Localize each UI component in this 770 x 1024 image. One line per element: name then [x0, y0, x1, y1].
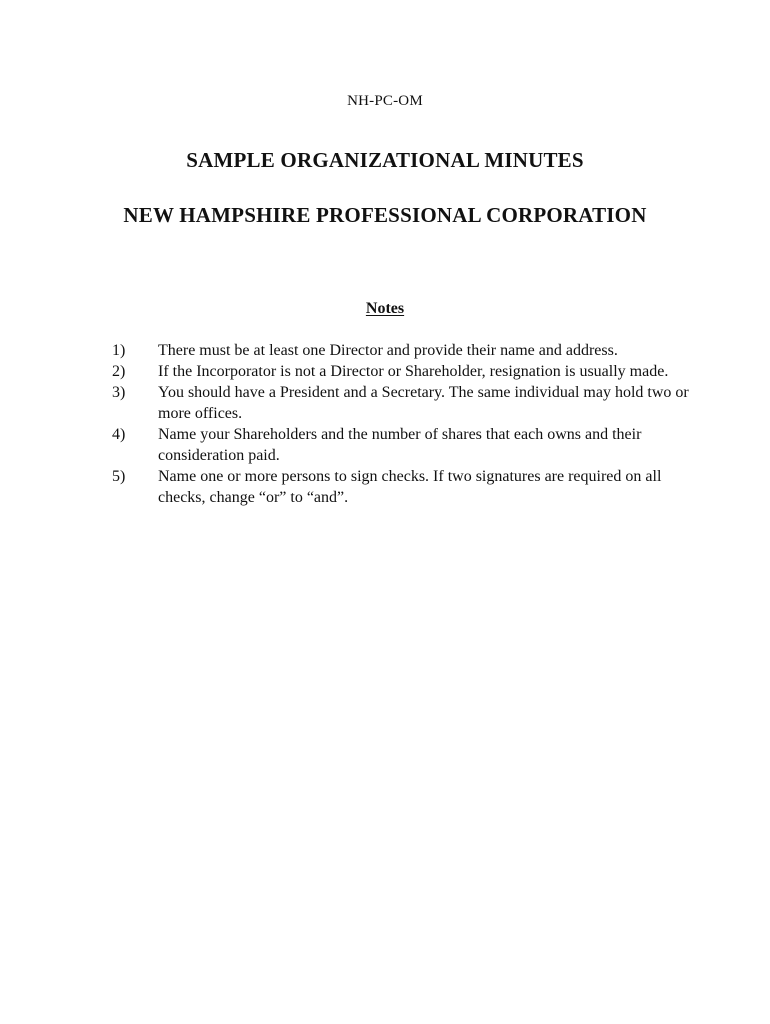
document-code: NH-PC-OM	[347, 93, 423, 109]
note-number: 1)	[112, 342, 126, 359]
note-text: Name one or more persons to sign checks. If two signatures are required on all checks, change “or” to “and”.	[158, 468, 662, 506]
note-number: 5)	[112, 468, 126, 485]
notes-list	[112, 340, 692, 508]
note-item	[112, 361, 692, 382]
note-text: If the Incorporator is not a Director or Shareholder, resignation is usually made.	[158, 363, 669, 380]
note-number: 3)	[112, 384, 126, 401]
note-text: There must be at least one Director and provide their name and address.	[158, 342, 618, 359]
note-item	[112, 424, 692, 466]
note-number: 2)	[112, 363, 126, 380]
document-title: SAMPLE ORGANIZATIONAL MINUTES	[186, 148, 584, 172]
note-number: 4)	[112, 426, 126, 443]
note-item	[112, 466, 692, 508]
notes-heading: Notes	[365, 300, 405, 317]
note-item	[112, 340, 692, 361]
document-subtitle: NEW HAMPSHIRE PROFESSIONAL CORPORATION	[123, 203, 647, 227]
note-item	[112, 382, 692, 424]
note-text: You should have a President and a Secretary. The same individual may hold two or more offices.	[158, 384, 689, 422]
note-text: Name your Shareholders and the number of shares that each owns and their consideration paid.	[158, 426, 642, 464]
